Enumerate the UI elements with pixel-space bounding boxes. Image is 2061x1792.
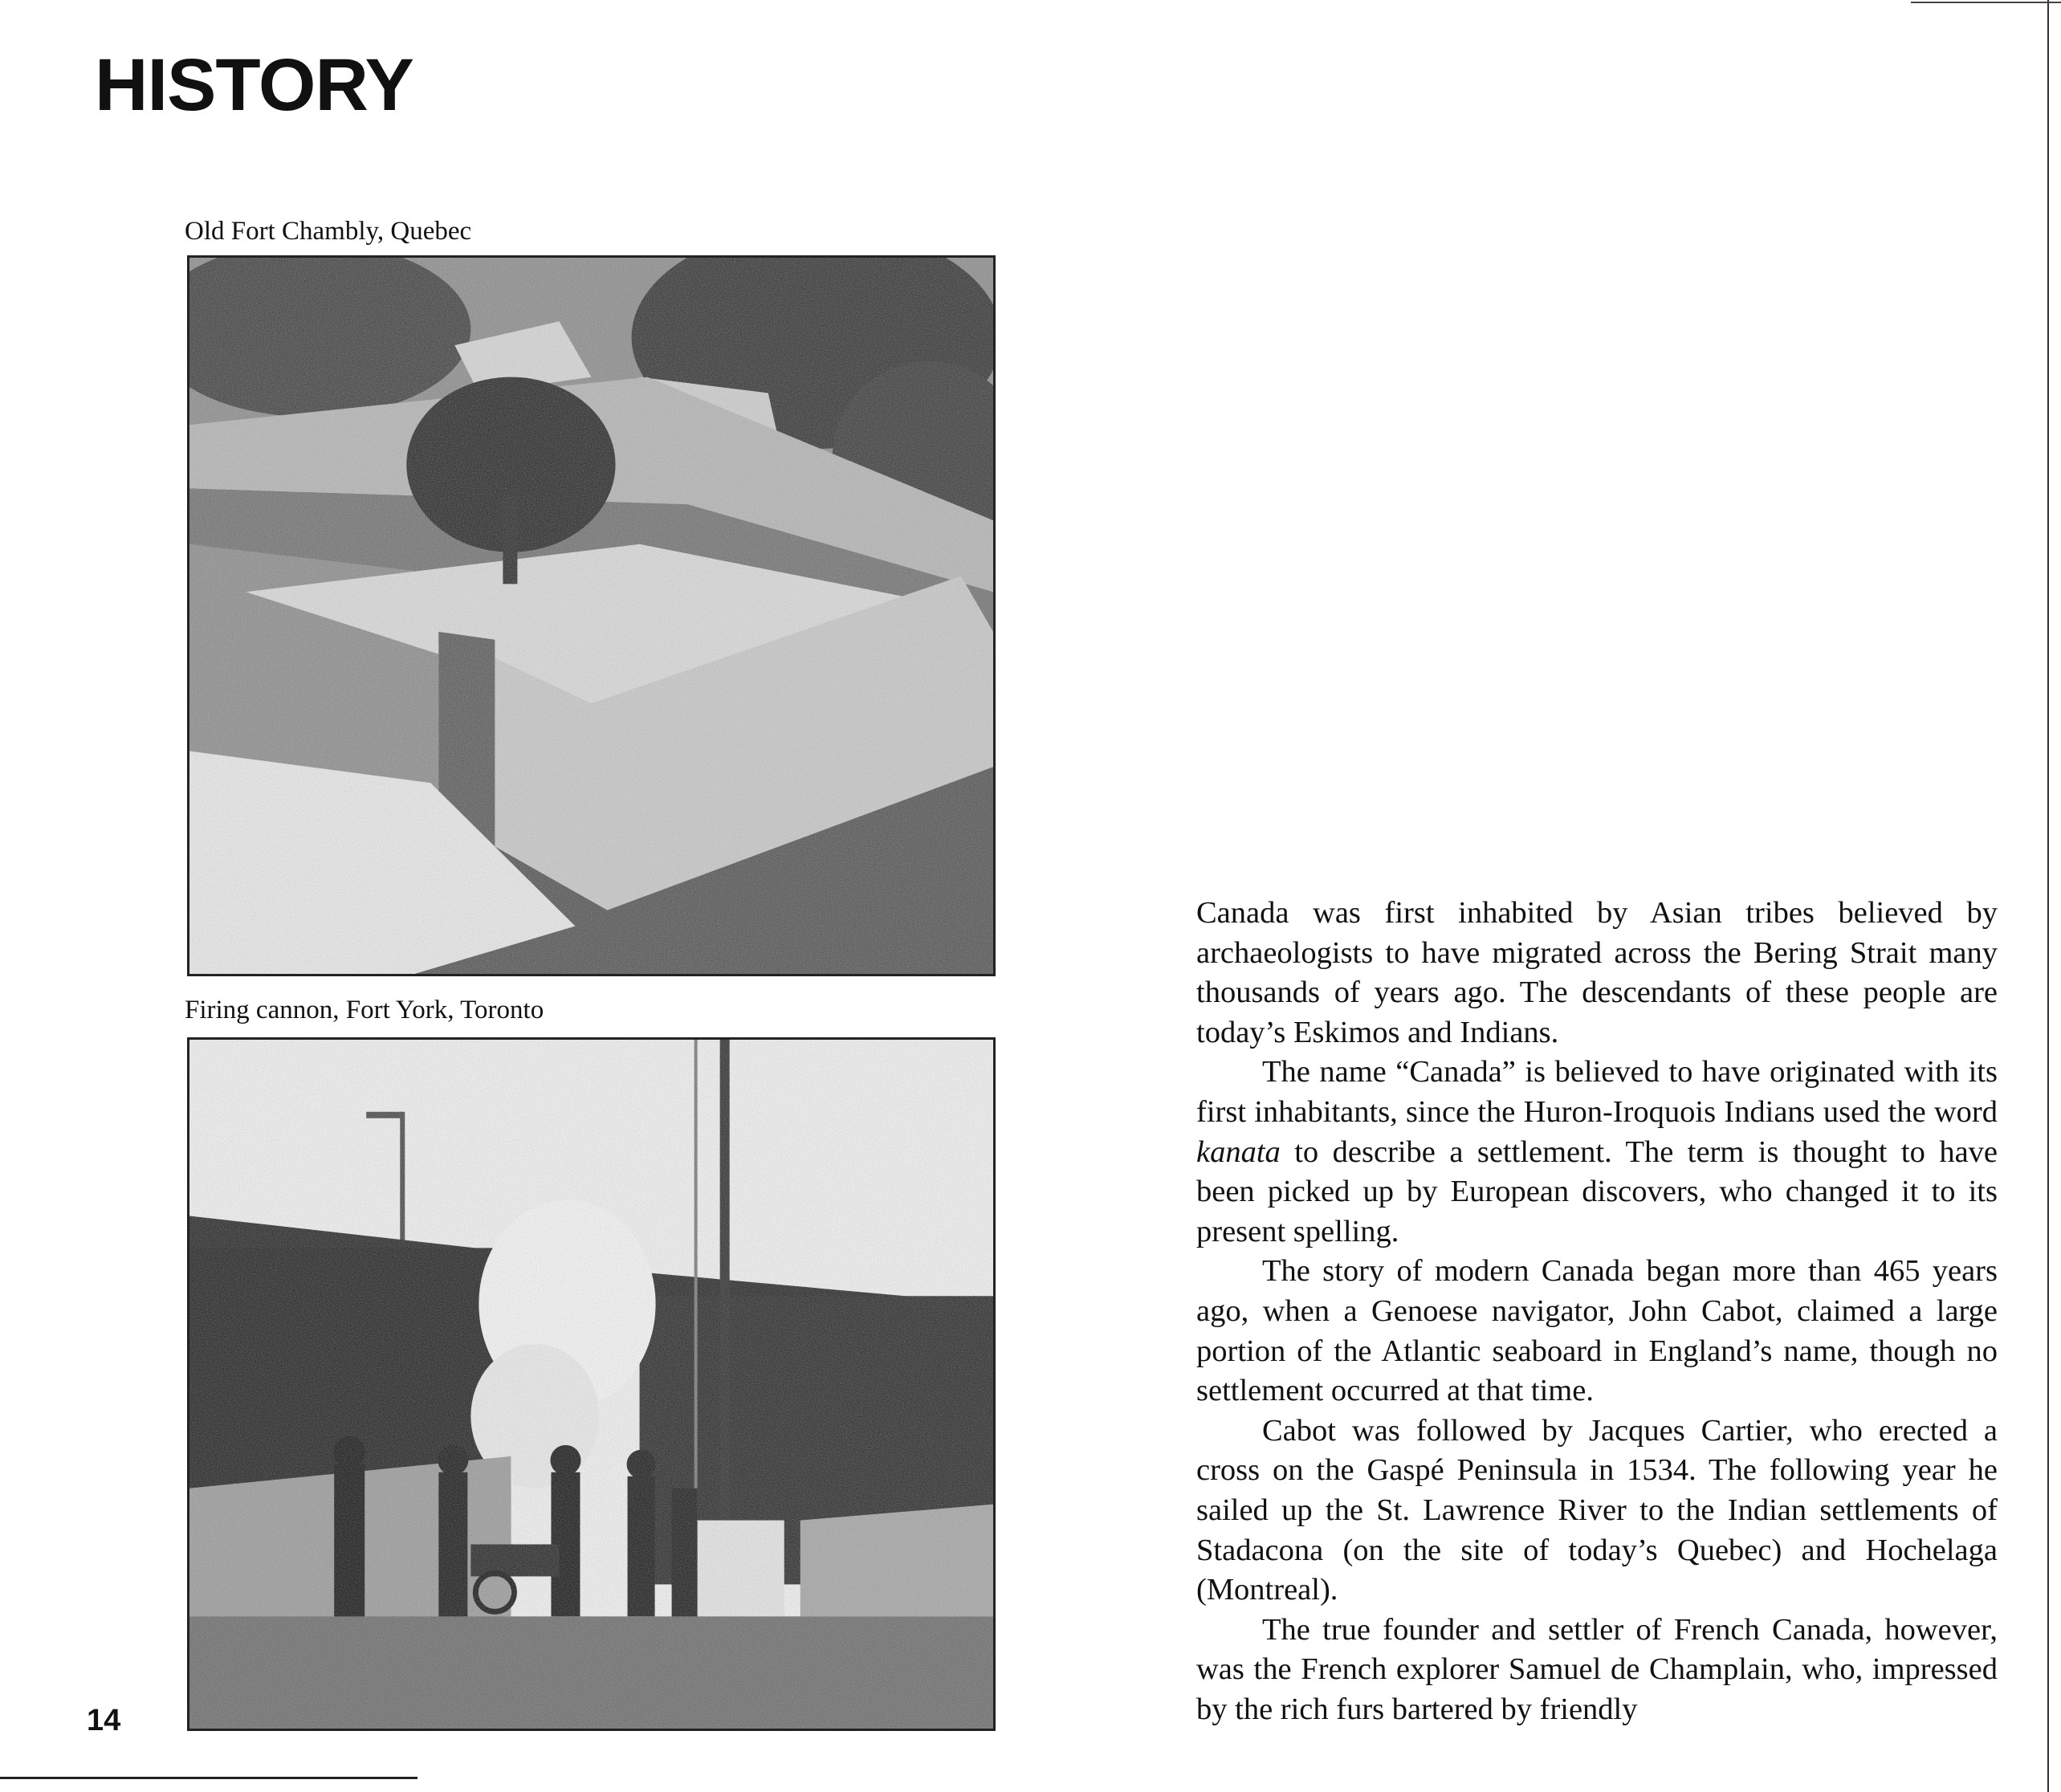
article-paragraph: The story of modern Canada began more than 465 years ago, when a Genoese navigator, John Cabot, claimed a large portion of the Atlantic seaboard in England’s name, though no settlement occurred at that time. xyxy=(1196,1254,1998,1408)
photo-caption-fort-york: Firing cannon, Fort York, Toronto xyxy=(185,996,544,1024)
top-right-rule xyxy=(1911,2,2061,3)
photo-fort-york-cannon xyxy=(187,1037,996,1731)
history-article xyxy=(1196,894,1998,1729)
article-text: to describe a settlement. The term is thought to have been picked up by European discovers, who changed it to its present spelling. xyxy=(1196,1134,1998,1248)
photo-fort-chambly xyxy=(187,255,996,976)
page-number: 14 xyxy=(87,1704,121,1737)
article-italic-term: kanata xyxy=(1196,1134,1281,1169)
photo-caption-fort-chambly: Old Fort Chambly, Quebec xyxy=(185,217,472,246)
page-edge-rule xyxy=(2047,0,2049,1792)
bottom-rule xyxy=(0,1777,417,1779)
article-paragraph: The true founder and settler of French Canada, however, was the French explorer Samuel de Champlain, who, impressed by the rich furs bartered by friendly xyxy=(1196,1612,1998,1726)
page-title: HISTORY xyxy=(95,44,413,126)
article-text: The name “Canada” is believed to have originated with its first inhabitants, since the Huron-Iroquois Indians used the word xyxy=(1196,1055,1998,1129)
article-paragraph xyxy=(1196,1053,1998,1252)
article-paragraph: Canada was first inhabited by Asian tribes believed by archaeologists to have migrated across the Bering Strait many thousands of years ago. The descendants of these people are today’s Eskimos and Indians. xyxy=(1196,896,1998,1049)
article-paragraph: Cabot was followed by Jacques Cartier, who erected a cross on the Gaspé Peninsula in 1534. The following year he sailed up the St. Lawrence River to the Indian settlements of Stadacona (on the site of today’s Quebec) and Hochelaga (Montreal). xyxy=(1196,1413,1998,1607)
